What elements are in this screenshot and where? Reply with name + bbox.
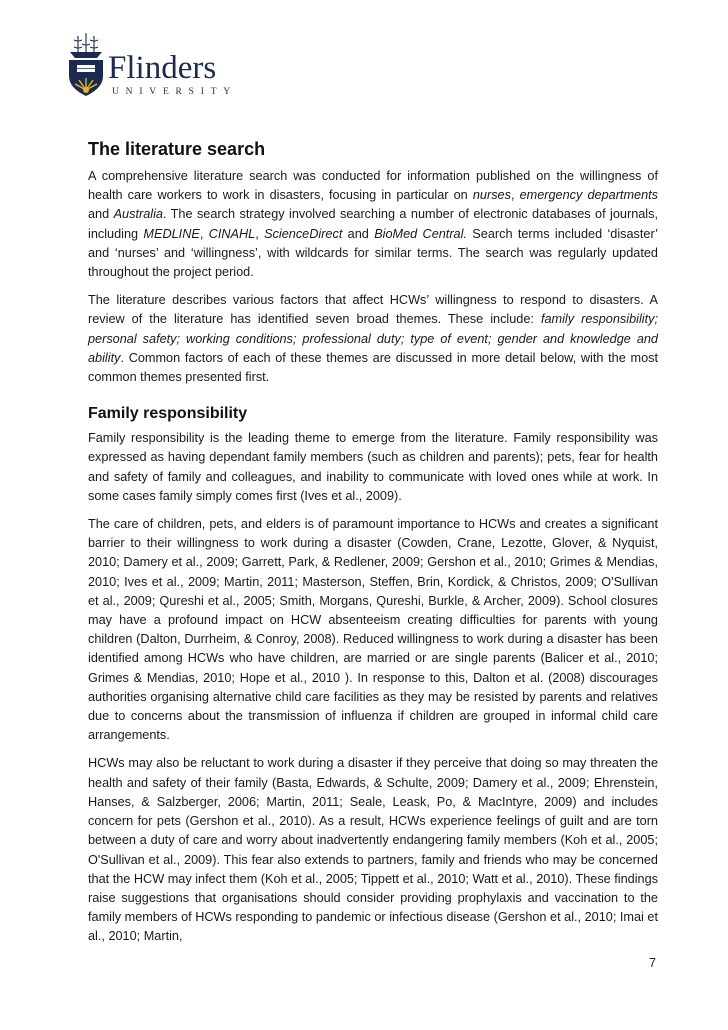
paragraph-literature-search-1: A comprehensive literature search was conducted for information published on the willingness of health care workers to work in disasters, focusing in particular on nurses, emergency departments and Australia. The search strategy involved searching a number of electronic databases of journals, including MEDLINE, CINAHL, ScienceDirect and BioMed Central. Search terms included ‘disaster’ and ‘nurses’ and ‘willingness’, with wildcards for similar terms. The search was regularly updated throughout the project period. <box>88 169 658 280</box>
logo-wordmark: Flinders <box>108 50 217 86</box>
university-logo <box>66 30 246 100</box>
paragraph-family-responsibility-3: HCWs may also be reluctant to work during a disaster if they perceive that doing so may threaten the health and safety of their family (Basta, Edwards, & Schulte, 2009; Damery et al., 2009; Ehrenstein, Hanses, & Salzberger, 2006; Martin, 2011; Seale, Leask, Po, & MacIntyre, 2009) and includes concern for pets (Gershon et al., 2010). As a result, HCWs experience feelings of guilt and are torn between a duty of care and worry about inadvertently endangering family members (Koh et al., 2005; O'Sullivan et al., 2009). This fear also extends to partners, family and friends who may be concerned that the HCW may infect them (Koh et al., 2005; Tippett et al., 2010; Watt et al., 2010). These findings raise suggestions that organisations should consider providing prophylaxis and vaccination to the family members of HCWs responding to pandemic or infectious disease (Gershon et al., 2010; Imai et al., 2010; Martin, <box>88 756 658 944</box>
logo-subtitle: UNIVERSITY <box>112 87 237 97</box>
section-heading-family-responsibility: Family responsibility <box>88 405 248 423</box>
document-body <box>88 138 658 956</box>
page-number: 7 <box>649 956 656 970</box>
paragraph-family-responsibility-1: Family responsibility is the leading theme to emerge from the literature. Family responsibility was expressed as having dependant family members (such as children and parents); pets, fear for health and safety of family and colleagues, and inability to communicate with loved ones while at work. In some cases family simply comes first (Ives et al., 2009). <box>88 431 658 503</box>
paragraph-family-responsibility-2: The care of children, pets, and elders is of paramount importance to HCWs and creates a significant barrier to their willingness to work during a disaster (Cowden, Crane, Lezotte, Glover, & Nyquist, 2010; Damery et al., 2009; Garrett, Park, & Redlener, 2009; Gershon et al., 2010; Grimes & Mendias, 2010; Ives et al., 2009; Martin, 2011; Masterson, Steffen, Brin, Kordick, & Christos, 2009; O'Sullivan et al., 2009; Qureshi et al., 2005; Smith, Morgans, Qureshi, Burkle, & Archer, 2009). School closures may have a profound impact on HCW absenteeism creating difficulties for parents with young children (Dalton, Durrheim, & Conroy, 2008). Reduced willingness to work during a disaster has been identified among HCWs who have children, are married or are single parents (Balicer et al., 2010; Grimes & Mendias, 2010; Hope et al., 2010 ). In response to this, Dalton et al. (2008) discourages authorities organising alternative child care facilities as they may be resisted by parents and relatives due to concerns about the transmission of influenza if children are grouped in informal child care arrangements. <box>88 517 658 743</box>
paragraph-literature-search-2: The literature describes various factors that affect HCWs’ willingness to respond to disasters. A review of the literature has identified seven broad themes. These include: family responsibility; personal safety; working conditions; professional duty; type of event; gender and knowledge and ability. Common factors of each of these themes are discussed in more detail below, with the most common themes presented first. <box>88 293 658 385</box>
flinders-crest-icon <box>66 30 106 100</box>
section-heading-literature-search: The literature search <box>88 139 266 159</box>
